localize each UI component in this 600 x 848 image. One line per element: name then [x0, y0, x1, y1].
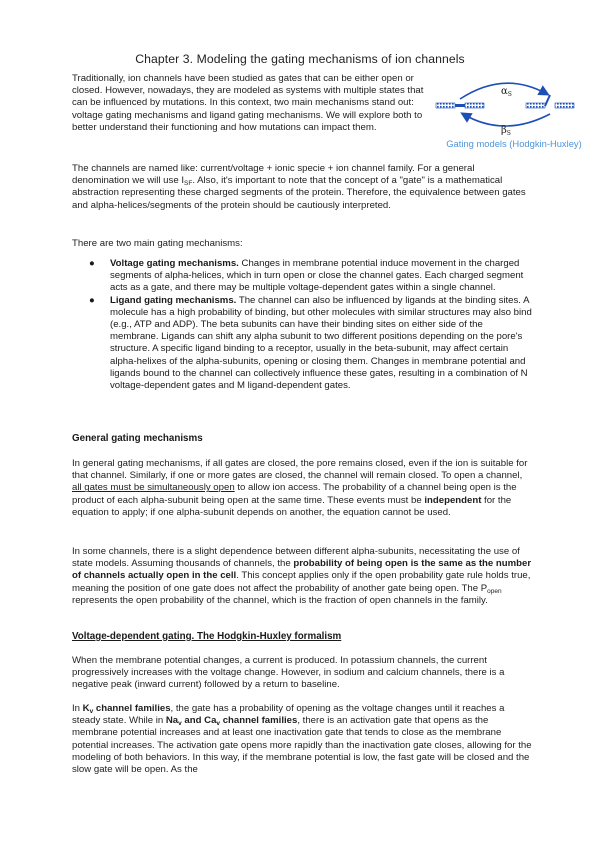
naming-paragraph: The channels are named like: current/voltage + ionic specie + ion channel family. For a general denomination we will use $I_{SF}$. Also, it's important to note that the concept of a "gate" is a mathematical abstraction representing these charged segments of the protein. Therefore, the equivalence between gates and alpha-helices/segments of the protein should be cautiously interpreted.: [72, 163, 526, 211]
section-heading-voltage: Voltage-dependent gating. The Hodgkin-Huxley formalism: [72, 631, 342, 642]
membrane-right-open-a: [526, 103, 545, 108]
mechanism-list: [72, 258, 532, 392]
figure-caption: Gating models (Hodgkin-Huxley): [446, 138, 582, 149]
voltage-paragraph-1: When the membrane potential changes, a current is produced. In potassium channels, the current progressively increases with the voltage change. However, in sodium and calcium channels, there is a negative peak (inward current) followed by a return to baseline.: [72, 655, 505, 691]
list-item: ● Voltage gating mechanisms. Changes in membrane potential induce movement in the charged segments of alpha-helices, which in turn open or close the channel gates. Each charged segment acts as a gate, and there may be multiple voltage-dependent gates within a single channel.: [89, 258, 524, 294]
chapter-title: Chapter 3. Modeling the gating mechanisms of ion channels: [135, 52, 465, 66]
intro-paragraph: Traditionally, ion channels have been studied as gates that can be either open or closed. However, nowadays, they are modeled as systems with multiple states that can be influenced by mutations. In this context, two main mechanisms stand out: voltage gating mechanisms and ligand gating mechanisms. We will explore both to better understand their functioning and how mutations can impact them.: [72, 73, 424, 133]
voltage-paragraph-2: In $K_v$ channel families, the gate has a probability of opening as the voltage changes until it reaches a steady state. While in $Na_v$ and $Ca_v$ channel families, there is an activation gate that opens as the membrane potential increases and at least one inactivation gate that tends to close as the membrane potential increases. The activation gate opens more rapidly than the inactivation gate closes, allowing for the modeling of both behaviors. In this way, if the membrane potential is low, the fast gate will be closed and the slow gate will be open. As the: [72, 703, 532, 776]
section-heading-general: General gating mechanisms: [72, 433, 203, 444]
gate-open: [545, 95, 550, 106]
bullet-icon: ●: [89, 258, 95, 269]
alpha-label: $\alpha_S$: [501, 86, 512, 98]
beta-label: $\beta_S$: [501, 125, 511, 137]
list-item: ● Ligand gating mechanisms. The channel can also be influenced by ligands at the binding sites. A molecule has a high probability of binding, but other molecules with similar structures may also bind (e.g., ATP and ADP). The beta subunits can have their binding sites on either side of the membrane. Ligands can shift any alpha subunit to two different positions depending on the pore's structure. A specific ligand binding to a receptor, usually in the beta-subunit, may affect certain alpha-helixes of the alpha-subunits, opening or closing them. Changes in membrane potential and ligands bound to the channel can collectively influence these gates, resulting in a combination of N voltage-dependent gates and M ligand-dependent gates.: [89, 294, 532, 392]
mechanisms-intro: There are two main gating mechanisms:: [72, 238, 243, 249]
gate-closed: [455, 104, 465, 107]
general-paragraph-1: In general gating mechanisms, if all gates are closed, the pore remains closed, even if the ion is suitable for that channel. Similarly, if one or more gates are closed, the channel will remain closed. To open a channel, all gates must be simultaneously open to allow ion access. The probability of a channel being open is the product of each alpha-subunit being open at the same time. These events must be independent for the equation to apply; if one alpha-subunit depends on another, the equation cannot be used.: [72, 458, 528, 518]
membrane-left-closed-b: [465, 103, 484, 108]
membrane-left-closed-a: [436, 103, 455, 108]
membrane-right-open-b: [555, 103, 574, 108]
bullet-icon: ●: [89, 294, 95, 306]
general-paragraph-2: In some channels, there is a slight dependence between different alpha-subunits, necessitating the use of state models. Assuming thousands of channels, the probability of being open is the same as the number of channels actually open in the cell. This concept applies only if the open probability gate rule holds true, meaning the position of one gate does not affect the probability of another gate being open. The $P_{open}$ represents the open probability of the channel, which is the fraction of open channels in the family.: [72, 546, 532, 606]
